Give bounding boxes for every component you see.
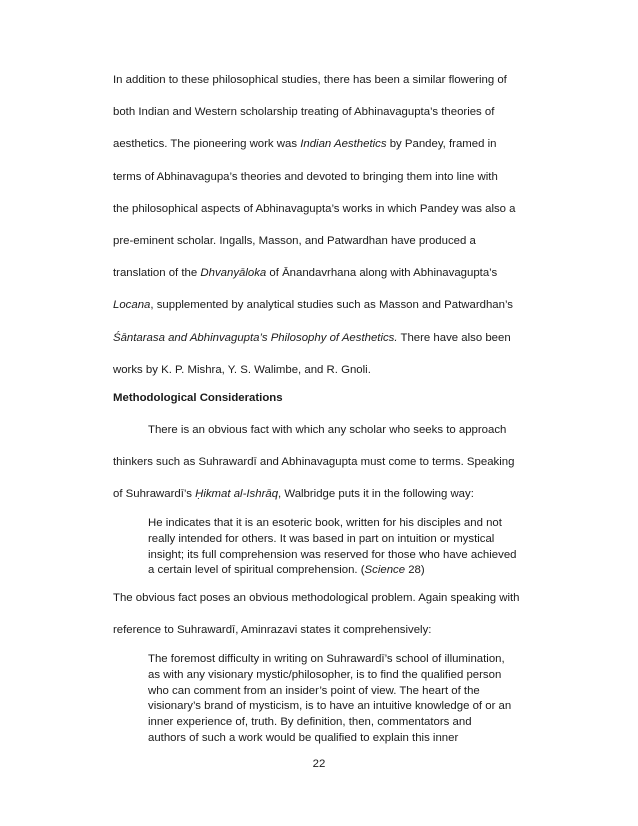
text-run: by Pandey, framed in xyxy=(386,138,497,150)
body-line xyxy=(113,266,533,280)
text-run: 28) xyxy=(405,564,425,577)
quote-line: inner experience of, truth. By definition, then, commentators and xyxy=(148,716,472,729)
text-run: a certain level of spiritual comprehension. ( xyxy=(148,564,365,577)
block-quote xyxy=(148,652,518,747)
quote-line: visionary’s brand of mysticism, is to have an intuitive knowledge of or an xyxy=(148,700,512,713)
quote-line: as with any visionary mystic/philosopher, is to find the qualified person xyxy=(148,668,502,681)
body-line: works by K. P. Mishra, Y. S. Walimbe, and R. Gnoli. xyxy=(113,364,371,376)
body-line: In addition to these philosophical studies, there has been a similar flowering of xyxy=(113,74,507,86)
quote-line: authors of such a work would be qualified to explain this inner xyxy=(148,731,459,744)
block-quote xyxy=(148,516,518,579)
text-run: of Suhrawardī’s xyxy=(113,488,196,500)
body-line: thinkers such as Suhrawardī and Abhinavagupta must come to terms. Speaking xyxy=(113,456,515,468)
body-line: pre-eminent scholar. Ingalls, Masson, and Patwardhan have produced a xyxy=(113,235,476,247)
body-line: reference to Suhrawardī, Aminrazavi states it comprehensively: xyxy=(113,624,432,636)
body-line: The obvious fact poses an obvious methodological problem. Again speaking with xyxy=(113,592,520,604)
text-run: There have also been xyxy=(397,332,511,344)
book-title: Indian Aesthetics xyxy=(300,138,387,150)
page-number: 22 xyxy=(312,758,326,770)
text-run: of Ānandavrhana along with Abhinavagupta’s xyxy=(266,267,498,279)
book-title: Dhvanyāloka xyxy=(200,267,267,279)
body-line xyxy=(113,298,533,312)
book-title: Ḥikmat al-Ishrāq xyxy=(195,488,279,500)
body-line: both Indian and Western scholarship treating of Abhinavagupta’s theories of xyxy=(113,106,495,118)
book-title: Science xyxy=(364,564,406,577)
body-line xyxy=(113,331,533,345)
quote-line xyxy=(148,563,518,579)
body-line: terms of Abhinavagupa’s theories and devoted to bringing them into line with xyxy=(113,171,498,183)
body-line xyxy=(113,487,533,501)
quote-line: insight; its full comprehension was reserved for those who have achieved xyxy=(148,548,517,561)
text-run: , supplemented by analytical studies such as Masson and Patwardhan’s xyxy=(150,299,513,311)
quote-line: He indicates that it is an esoteric book, written for his disciples and not xyxy=(148,517,502,529)
body-line xyxy=(113,137,533,151)
body-line: the philosophical aspects of Abhinavagupta’s works in which Pandey was also a xyxy=(113,203,516,215)
body-line: There is an obvious fact with which any scholar who seeks to approach xyxy=(148,424,507,436)
quote-line: really intended for others. It was based in part on intuition or mystical xyxy=(148,532,495,545)
book-title: Locana xyxy=(113,299,151,311)
text-run: aesthetics. The pioneering work was xyxy=(113,138,301,150)
text-run: , Walbridge puts it in the following way: xyxy=(278,488,474,500)
book-title: Śāntarasa and Abhinvagupta’s Philosophy of Aesthetics. xyxy=(113,332,398,344)
section-heading: Methodological Considerations xyxy=(113,392,283,404)
text-run: translation of the xyxy=(113,267,201,279)
quote-line: The foremost difficulty in writing on Suhrawardī’s school of illumination, xyxy=(148,653,505,665)
quote-line: who can comment from an insider’s point of view. The heart of the xyxy=(148,684,480,697)
